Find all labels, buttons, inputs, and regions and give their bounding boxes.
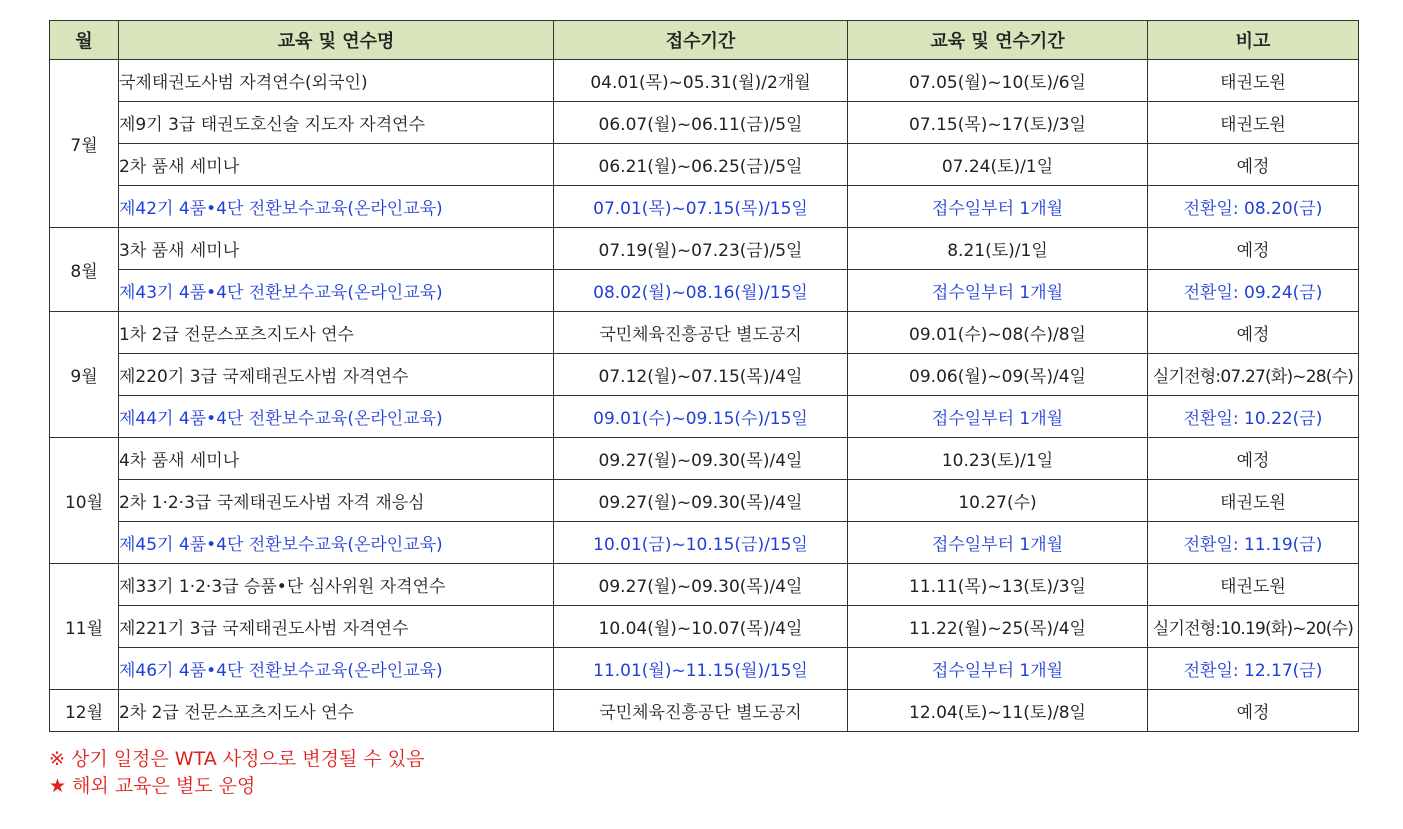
table-row xyxy=(50,144,1359,186)
training-period-cell: 접수일부터 1개월 xyxy=(848,396,1148,438)
remarks-cell: 예정 xyxy=(1148,144,1359,186)
remarks-cell: 실기전형:10.19(화)~20(수) xyxy=(1148,606,1359,648)
course-name-cell: 제220기 3급 국제태권도사범 자격연수 xyxy=(119,354,554,396)
training-period-cell: 11.22(월)~25(목)/4일 xyxy=(848,606,1148,648)
header-remarks: 비고 xyxy=(1148,21,1359,60)
schedule-table xyxy=(49,20,1359,732)
training-period-cell: 07.15(목)~17(토)/3일 xyxy=(848,102,1148,144)
application-period-cell: 07.01(목)~07.15(목)/15일 xyxy=(554,186,848,228)
course-name-cell: 제42기 4품•4단 전환보수교육(온라인교육) xyxy=(119,186,554,228)
application-period-cell: 06.21(월)~06.25(금)/5일 xyxy=(554,144,848,186)
application-period-cell: 10.04(월)~10.07(목)/4일 xyxy=(554,606,848,648)
application-period-cell: 09.27(월)~09.30(목)/4일 xyxy=(554,480,848,522)
training-period-cell: 12.04(토)~11(토)/8일 xyxy=(848,690,1148,732)
table-row xyxy=(50,648,1359,690)
table-row xyxy=(50,270,1359,312)
course-name-cell: 제45기 4품•4단 전환보수교육(온라인교육) xyxy=(119,522,554,564)
course-name-cell: 4차 품새 세미나 xyxy=(119,438,554,480)
table-row xyxy=(50,60,1359,102)
month-cell: 7월 xyxy=(50,60,119,228)
training-period-cell: 10.27(수) xyxy=(848,480,1148,522)
course-name-cell: 제43기 4품•4단 전환보수교육(온라인교육) xyxy=(119,270,554,312)
application-period-cell: 10.01(금)~10.15(금)/15일 xyxy=(554,522,848,564)
remarks-cell: 태권도원 xyxy=(1148,102,1359,144)
table-row xyxy=(50,522,1359,564)
remarks-cell: 예정 xyxy=(1148,690,1359,732)
remarks-cell: 태권도원 xyxy=(1148,60,1359,102)
course-name-cell: 1차 2급 전문스포츠지도사 연수 xyxy=(119,312,554,354)
application-period-cell: 11.01(월)~11.15(월)/15일 xyxy=(554,648,848,690)
course-name-cell: 제46기 4품•4단 전환보수교육(온라인교육) xyxy=(119,648,554,690)
course-name-cell: 제33기 1·2·3급 승품•단 심사위원 자격연수 xyxy=(119,564,554,606)
month-cell: 12월 xyxy=(50,690,119,732)
remarks-cell: 전환일: 11.19(금) xyxy=(1148,522,1359,564)
remarks-cell: 전환일: 08.20(금) xyxy=(1148,186,1359,228)
application-period-cell: 국민체육진흥공단 별도공지 xyxy=(554,690,848,732)
footnotes xyxy=(49,746,424,800)
header-month: 월 xyxy=(50,21,119,60)
remarks-cell: 예정 xyxy=(1148,438,1359,480)
remarks-cell: 전환일: 10.22(금) xyxy=(1148,396,1359,438)
application-period-cell: 06.07(월)~06.11(금)/5일 xyxy=(554,102,848,144)
remarks-cell: 예정 xyxy=(1148,312,1359,354)
table-row xyxy=(50,690,1359,732)
training-period-cell: 접수일부터 1개월 xyxy=(848,186,1148,228)
header-application-period: 접수기간 xyxy=(554,21,848,60)
table-header-row xyxy=(50,21,1359,60)
month-cell: 10월 xyxy=(50,438,119,564)
remarks-cell: 실기전형:07.27(화)~28(수) xyxy=(1148,354,1359,396)
remarks-cell: 전환일: 12.17(금) xyxy=(1148,648,1359,690)
table-row xyxy=(50,480,1359,522)
application-period-cell: 09.27(월)~09.30(목)/4일 xyxy=(554,564,848,606)
header-training-period: 교육 및 연수기간 xyxy=(848,21,1148,60)
training-period-cell: 접수일부터 1개월 xyxy=(848,522,1148,564)
table-row xyxy=(50,354,1359,396)
table-body xyxy=(50,60,1359,732)
course-name-cell: 제221기 3급 국제태권도사범 자격연수 xyxy=(119,606,554,648)
table-row xyxy=(50,186,1359,228)
table-row xyxy=(50,396,1359,438)
remarks-cell: 전환일: 09.24(금) xyxy=(1148,270,1359,312)
course-name-cell: 3차 품새 세미나 xyxy=(119,228,554,270)
course-name-cell: 국제태권도사범 자격연수(외국인) xyxy=(119,60,554,102)
month-cell: 11월 xyxy=(50,564,119,690)
table-row xyxy=(50,102,1359,144)
course-name-cell: 제44기 4품•4단 전환보수교육(온라인교육) xyxy=(119,396,554,438)
application-period-cell: 07.12(월)~07.15(목)/4일 xyxy=(554,354,848,396)
application-period-cell: 09.27(월)~09.30(목)/4일 xyxy=(554,438,848,480)
course-name-cell: 2차 품새 세미나 xyxy=(119,144,554,186)
training-period-cell: 07.05(월)~10(토)/6일 xyxy=(848,60,1148,102)
table-row xyxy=(50,228,1359,270)
footnote-overseas-training: ★ 해외 교육은 별도 운영 xyxy=(49,775,256,797)
application-period-cell: 04.01(목)~05.31(월)/2개월 xyxy=(554,60,848,102)
course-name-cell: 2차 2급 전문스포츠지도사 연수 xyxy=(119,690,554,732)
application-period-cell: 국민체육진흥공단 별도공지 xyxy=(554,312,848,354)
table-row xyxy=(50,564,1359,606)
application-period-cell: 09.01(수)~09.15(수)/15일 xyxy=(554,396,848,438)
training-period-cell: 07.24(토)/1일 xyxy=(848,144,1148,186)
month-cell: 8월 xyxy=(50,228,119,312)
header-course-name: 교육 및 연수명 xyxy=(119,21,554,60)
course-name-cell: 제9기 3급 태권도호신술 지도자 자격연수 xyxy=(119,102,554,144)
month-cell: 9월 xyxy=(50,312,119,438)
footnote-schedule-change: ※ 상기 일정은 WTA 사정으로 변경될 수 있음 xyxy=(49,748,425,770)
application-period-cell: 08.02(월)~08.16(월)/15일 xyxy=(554,270,848,312)
training-period-cell: 8.21(토)/1일 xyxy=(848,228,1148,270)
remarks-cell: 예정 xyxy=(1148,228,1359,270)
table-row xyxy=(50,606,1359,648)
course-name-cell: 2차 1·2·3급 국제태권도사범 자격 재응심 xyxy=(119,480,554,522)
table-row xyxy=(50,438,1359,480)
training-period-cell: 10.23(토)/1일 xyxy=(848,438,1148,480)
application-period-cell: 07.19(월)~07.23(금)/5일 xyxy=(554,228,848,270)
training-period-cell: 11.11(목)~13(토)/3일 xyxy=(848,564,1148,606)
training-period-cell: 09.06(월)~09(목)/4일 xyxy=(848,354,1148,396)
table-row xyxy=(50,312,1359,354)
training-period-cell: 접수일부터 1개월 xyxy=(848,270,1148,312)
training-period-cell: 접수일부터 1개월 xyxy=(848,648,1148,690)
training-period-cell: 09.01(수)~08(수)/8일 xyxy=(848,312,1148,354)
remarks-cell: 태권도원 xyxy=(1148,480,1359,522)
remarks-cell: 태권도원 xyxy=(1148,564,1359,606)
